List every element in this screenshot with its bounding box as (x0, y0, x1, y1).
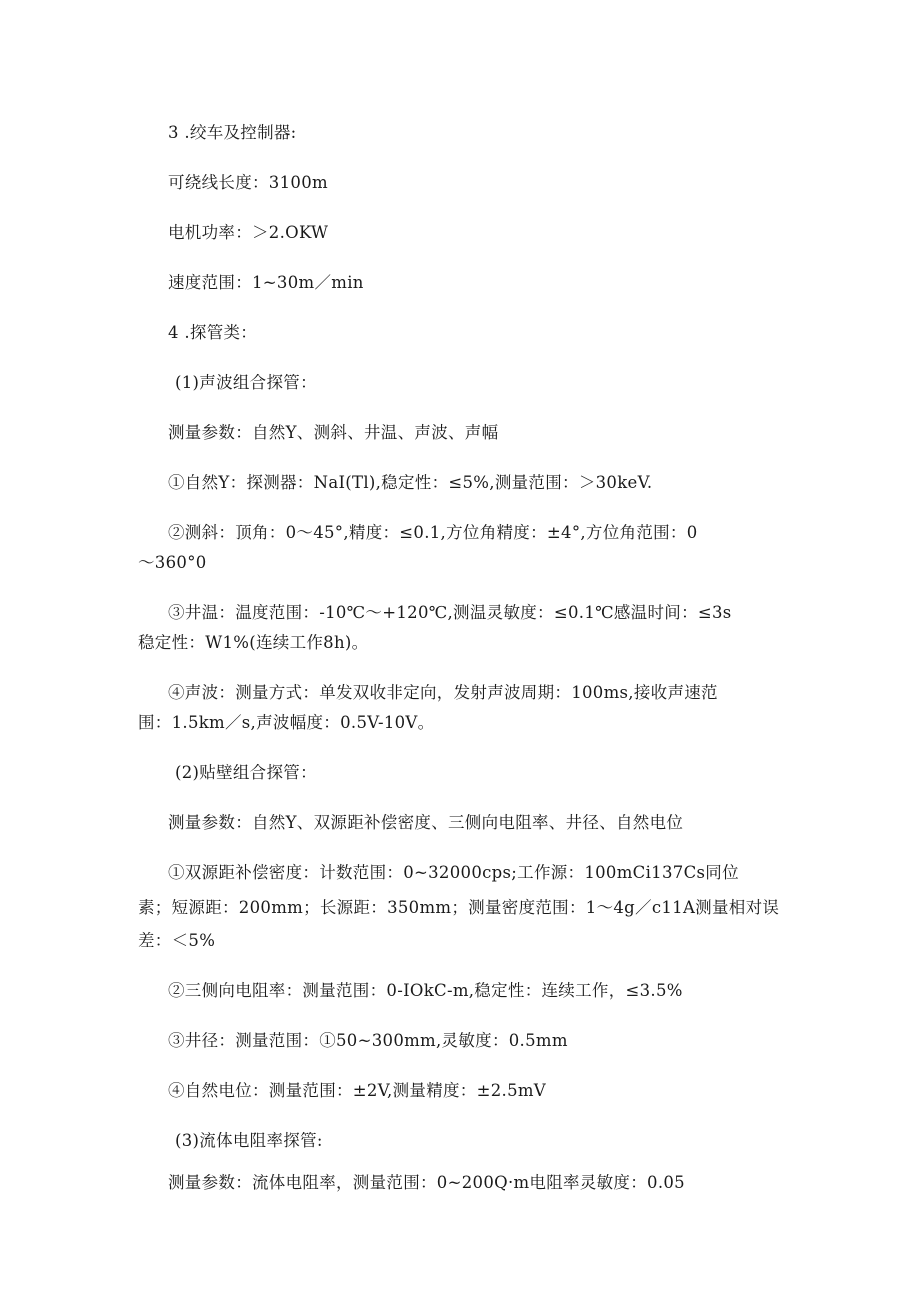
probe-1-item-4-line-1: ④声波：测量方式：单发双收非定向，发射声波周期：100ms,接收声速范 (168, 683, 718, 702)
probe-1-item-2-line-2: ～360°0 (138, 553, 207, 572)
probe-2-heading: (2)贴壁组合探管： (175, 763, 317, 782)
probe-3-heading: (3)流体电阻率探管: (175, 1131, 323, 1150)
speed-range: 速度范围：1~30m／min (168, 273, 364, 292)
probe-1-item-1: ①自然Y：探测器：NaI(Tl),稳定性：≤5%,测量范围：＞30keV. (168, 473, 653, 492)
probe-1-item-4-line-2: 围：1.5km／s,声波幅度：0.5V-10V。 (138, 713, 435, 732)
probe-1-params: 测量参数：自然Y、测斜、井温、声波、声幅 (168, 423, 499, 442)
probe-2-params: 测量参数：自然Y、双源距补偿密度、三侧向电阻率、井径、自然电位 (168, 813, 684, 832)
probe-2-item-1-line-2: 素；短源距：200mm；长源距：350mm；测量密度范围：1～4g／c11A测量相对误 (138, 898, 780, 917)
probe-2-item-2: ②三侧向电阻率：测量范围：0-IOkC-m,稳定性：连续工作，≤3.5% (168, 981, 683, 1000)
probe-2-item-1-line-1: ①双源距补偿密度：计数范围：0~32000cps;工作源：100mCi137Cs同位 (168, 863, 739, 882)
probe-2-item-1-line-3: 差：＜5% (138, 931, 216, 950)
probe-1-item-2-line-1: ②测斜：顶角：0～45°,精度：≤0.1,方位角精度：±4°,方位角范围：0 (168, 523, 698, 542)
probe-1-heading: (1)声波组合探管： (175, 373, 317, 392)
probe-3-params: 测量参数：流体电阻率，测量范围：0~200Q·m电阻率灵敏度：0.05 (168, 1173, 685, 1192)
probe-2-item-3: ③井径：测量范围：①50~300mm,灵敏度：0.5mm (168, 1031, 568, 1050)
section-3-heading: 3 .绞车及控制器: (168, 123, 297, 142)
motor-power: 电机功率：＞2.OKW (168, 223, 329, 242)
winch-cable-length: 可绕线长度：3100m (168, 173, 328, 192)
probe-1-item-3-line-2: 稳定性：W1%(连续工作8h)。 (138, 633, 369, 652)
probe-1-item-3-line-1: ③井温：温度范围：-10℃～+120℃,测温灵敏度：≤0.1℃感温时间：≤3s (168, 603, 732, 622)
probe-2-item-4: ④自然电位：测量范围：±2V,测量精度：±2.5mV (168, 1081, 547, 1100)
section-4-heading: 4 .探管类： (168, 323, 258, 342)
